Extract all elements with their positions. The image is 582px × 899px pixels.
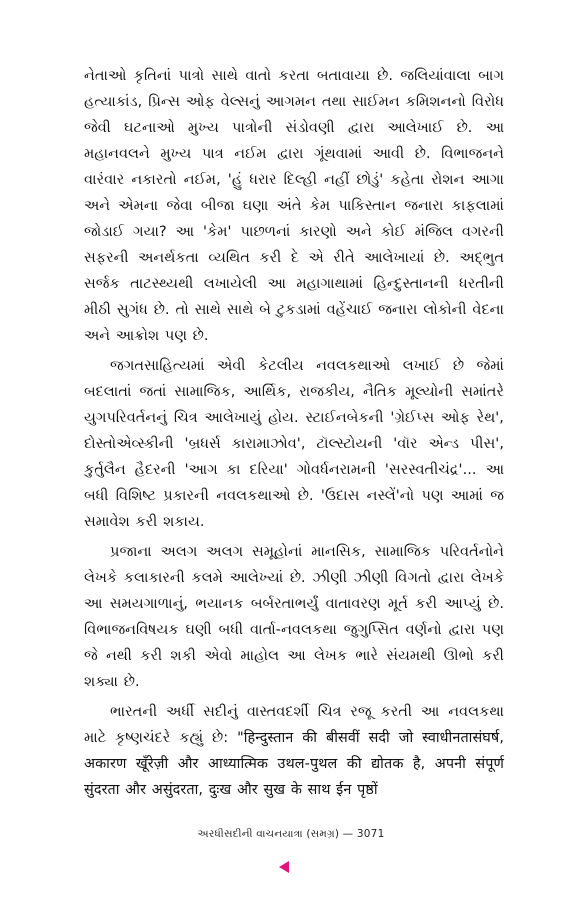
paragraph-2: જગતસાહિત્યમાં એવી કેટલીય નવલકથાઓ લખાઈ છે જેમાં બદલાતાં જતાં સામાજિક, આર્થિક, રાજકીય, નૈતિક મૂલ્યોની સમાંતરે યુગપરિવર્તનનું ચિત્ર આલેખાયું હોય. સ્ટાઈનબેકની 'ગ્રેઈપ્સ ઓફ રેથ', દોસ્તોએવ્સ્કીની 'બ્રધર્સ કારામાઝોવ', ટૉલ્સ્ટોયની 'વૉર એન્ડ પીસ', કુર્તુલૈન હૈદરની 'આગ કા દરિયા' ગોવર્ધનરામની 'સરસ્વતીચંદ્ર'... આ બધી વિશિષ્ટ પ્રકારની નવલકથાઓ છે. 'ઉદાસ નસ્લેં'નો પણ આમાં જ સમાવેશ કરી શકાય. (84, 358, 504, 530)
previous-page-arrow-icon[interactable] (279, 861, 289, 873)
page-footer: અરધીસદીની વાચનયાત્રા (સમગ્ર) — 3071 (197, 828, 385, 840)
paragraph-3: પ્રજાના અલગ અલગ સમૂહોનાં માનસિક, સામાજિક પરિવર્તનોને લેખકે કલાકારની કલમે આલેખ્યાં છે. ઝીણી ઝીણી વિગતો દ્વારા લેખકે આ સમયગાળાનું, ભયાનક બર્બરતાભર્યું વાતાવરણ મૂર્ત કરી આપ્યું છે. વિભાજનવિષયક ઘણી બધી વાર્તા-નવલકથા જુગુપ્સિત વર્ણનો દ્વારા પણ જે નથી કરી શકી એવો માહોલ આ લેખક ભારે સંયમથી ઊભો કરી શક્યા છે. (84, 544, 504, 690)
body-text (84, 63, 504, 807)
paragraph-1: નેતાઓ કૃતિનાં પાત્રો સાથે વાતો કરતા બતાવાયા છે. જલિયાંવાલા બાગ હત્યાકાંડ, પ્રિન્સ ઓફ વેલ્સનું આગમન તથા સાઈમન કમિશનનો વિરોધ જેવી ઘટનાઓ મુખ્ય પાત્રોની સંડોવણી દ્વારા આલેખાઈ છે. આ મહાનવલને મુખ્ય પાત્ર નઈમ દ્વારા ગૂંથવામાં આવી છે. વિભાજનને વારંવાર નકારતો નઈમ, 'હું ધરાર દિલ્હી નહીં છોડું' કહેતા રોશન આગા અને એમના જેવા બીજા ઘણા અંતે કેમ પાકિસ્તાન જનારા કાફલામાં જોડાઈ ગયા? આ 'કેમ' પાછળનાં કારણો અને કોઈ મંજિલ વગરની સફરની અનર્થકતા વ્યથિત કરી દે એ રીતે આલેખાયાં છે. અદ્ભુત સર્જક તાટસ્થ્યથી લખાયેલી આ મહાગાથામાં હિન્દુસ્તાનની ધરતીની મીઠી સુગંધ છે. તો સાથે સાથે બે ટુકડામાં વહેંચાઈ જનારા લોકોની વેદના અને આક્રોશ પણ છે. (84, 68, 504, 344)
paragraph-4: ભારતની અર્ધી સદીનું વાસ્તવદર્શી ચિત્ર રજૂ કરતી આ નવલકથા માટે કૃષ્ણચંદરે કહ્યું છે: "हिन्दुस्तान की बीसवीं सदी जो स्वाधीनतासंघर्ष, अकारण खूँरेज़ी और आध्यात्मिक उथल-पुथल की द्योतक है, अपनी संपूर्ण सुंदरता और असुंदरता, दुःख और सुख के साथ ईन पृष्ठों (84, 704, 504, 798)
